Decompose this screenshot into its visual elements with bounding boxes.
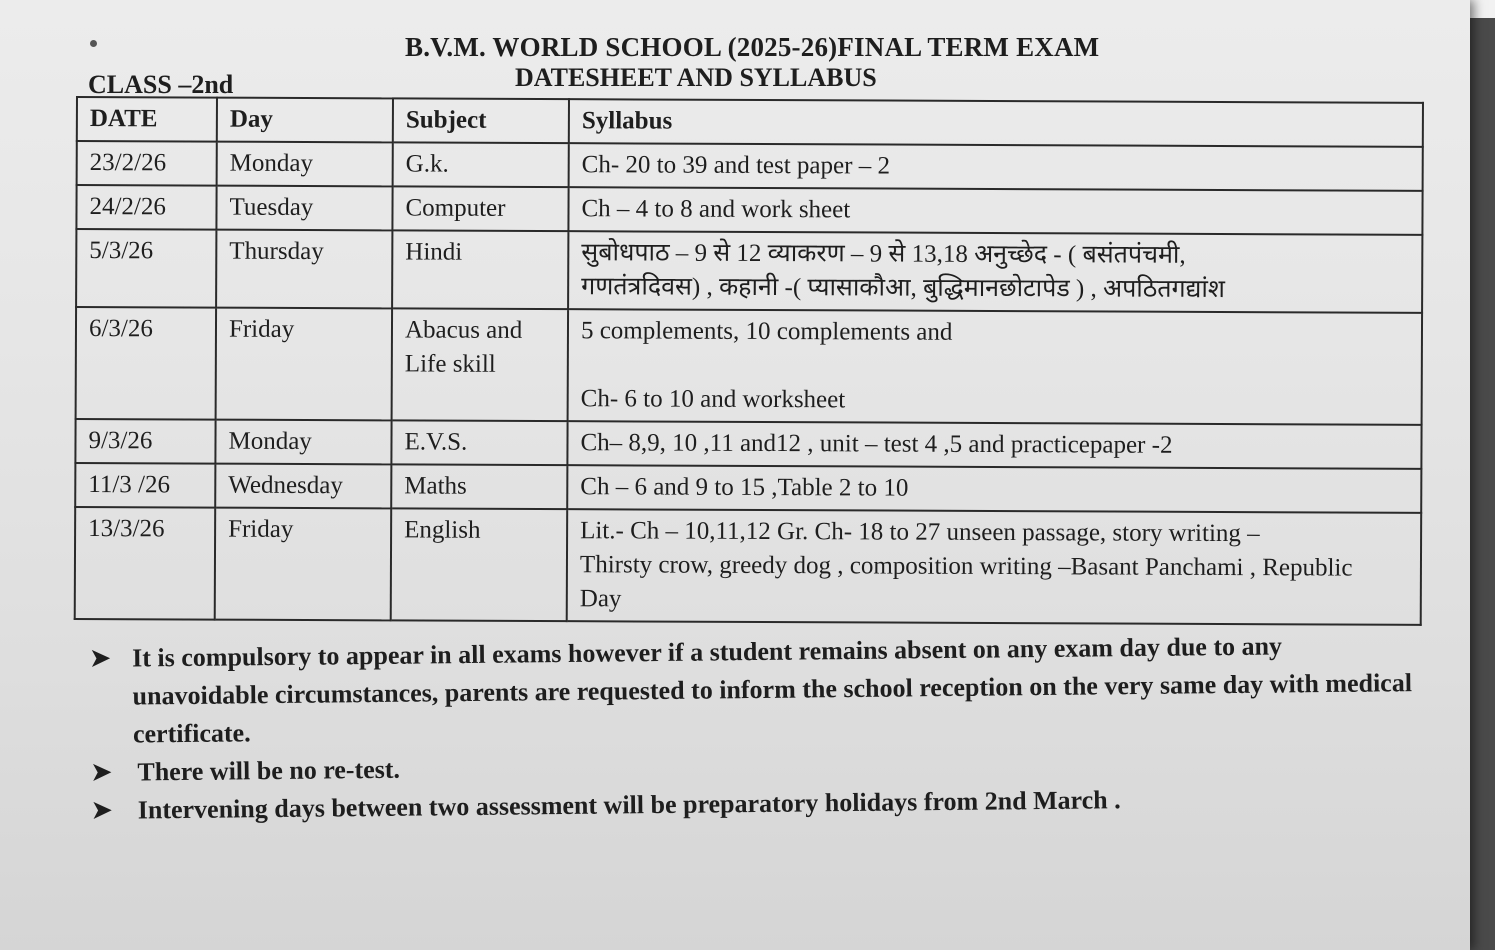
row-date: 13/3/26 — [75, 507, 215, 620]
ink-dot — [90, 40, 97, 47]
syllabus-line: Day — [579, 585, 622, 613]
row-date: 11/3 /26 — [75, 463, 215, 508]
note-text: Intervening days between two assessment will be preparatory holidays from 2nd March . — [137, 785, 1121, 825]
row-day: Monday — [215, 420, 391, 465]
row-syllabus — [567, 421, 1421, 469]
row-subject: English — [391, 508, 567, 621]
syllabus-line: Ch- 20 to 39 and test paper – 2 — [581, 151, 891, 180]
syllabus-line: Lit.- Ch – 10,11,12 Gr. Ch- 18 to 27 unseen passage, story writing – — [580, 517, 1260, 548]
page-subtitle: DATESHEET AND SYLLABUS — [515, 63, 877, 92]
row-day: Thursday — [216, 230, 392, 309]
syllabus-line — [581, 348, 1409, 386]
table-row — [76, 229, 1422, 313]
syllabus-line: 5 complements, 10 complements and — [580, 317, 953, 346]
header-date: DATE — [77, 97, 217, 142]
table-row — [75, 507, 1421, 625]
table-row — [75, 463, 1421, 513]
list-item — [88, 626, 1419, 754]
row-day: Wednesday — [215, 464, 391, 509]
row-subject: Abacus and Life skill — [392, 308, 568, 421]
row-subject: Hindi — [392, 230, 568, 309]
note-text: It is compulsory to appear in all exams however if a student remains absent on any exam day due to any unavoidable circumstances, parents are requested to inform the school reception on the very same day with medical certificate. — [132, 631, 1413, 749]
header-syllabus: Syllabus — [569, 99, 1423, 147]
row-subject: Computer — [392, 186, 568, 231]
row-day: Friday — [216, 308, 392, 421]
arrowhead-icon: ➤ — [90, 645, 111, 672]
row-syllabus — [567, 465, 1421, 513]
row-date: 9/3/26 — [75, 419, 215, 464]
row-subject: E.V.S. — [391, 420, 567, 465]
datesheet-table — [74, 96, 1424, 626]
row-day: Tuesday — [216, 186, 392, 231]
syllabus-line: Thirsty crow, greedy dog , composition writing –Basant Panchami , Republic — [579, 551, 1353, 582]
syllabus-line: Ch- 6 to 10 and worksheet — [580, 385, 846, 414]
table-row — [76, 307, 1422, 425]
syllabus-line: Ch – 6 and 9 to 15 ,Table 2 to 10 — [580, 473, 909, 502]
header-subject: Subject — [393, 98, 569, 143]
row-day: Monday — [217, 142, 393, 187]
row-date: 23/2/26 — [77, 141, 217, 186]
row-syllabus — [568, 187, 1422, 235]
table-row — [77, 141, 1423, 191]
syllabus-line: सुबोधपाठ – 9 से 12 व्याकरण – 9 से 13,18 अनुच्छेद - ( बसंतपंचमी, — [581, 239, 1186, 269]
table-header-row — [77, 97, 1423, 147]
syllabus-line: Ch – 4 to 8 and work sheet — [581, 195, 851, 224]
notes-list — [88, 626, 1420, 830]
page-title: B.V.M. WORLD SCHOOL (2025-26)FINAL TERM EXAM — [405, 32, 1100, 62]
table-row — [75, 419, 1421, 469]
syllabus-line: Ch– 8,9, 10 ,11 and12 , unit – test 4 ,5 and practicepaper -2 — [580, 429, 1173, 459]
row-subject: Maths — [391, 464, 567, 509]
row-syllabus — [569, 143, 1423, 191]
row-syllabus — [568, 309, 1422, 425]
row-syllabus — [567, 509, 1421, 625]
row-date: 24/2/26 — [76, 185, 216, 230]
syllabus-line: गणतंत्रदिवस) , कहानी -( प्यासाकौआ, बुद्धिमानछोटापेड ) , अपठितगद्यांश — [581, 273, 1225, 304]
row-date: 5/3/26 — [76, 229, 216, 308]
row-subject: G.k. — [393, 142, 569, 187]
header-day: Day — [217, 98, 393, 143]
row-date: 6/3/26 — [76, 307, 216, 420]
row-day: Friday — [215, 508, 391, 621]
arrowhead-icon: ➤ — [91, 797, 113, 824]
arrowhead-icon: ➤ — [91, 759, 112, 786]
table-row — [76, 185, 1422, 235]
class-label: CLASS –2nd — [88, 70, 234, 99]
note-text: There will be no re-test. — [137, 754, 401, 787]
row-syllabus — [568, 231, 1422, 313]
